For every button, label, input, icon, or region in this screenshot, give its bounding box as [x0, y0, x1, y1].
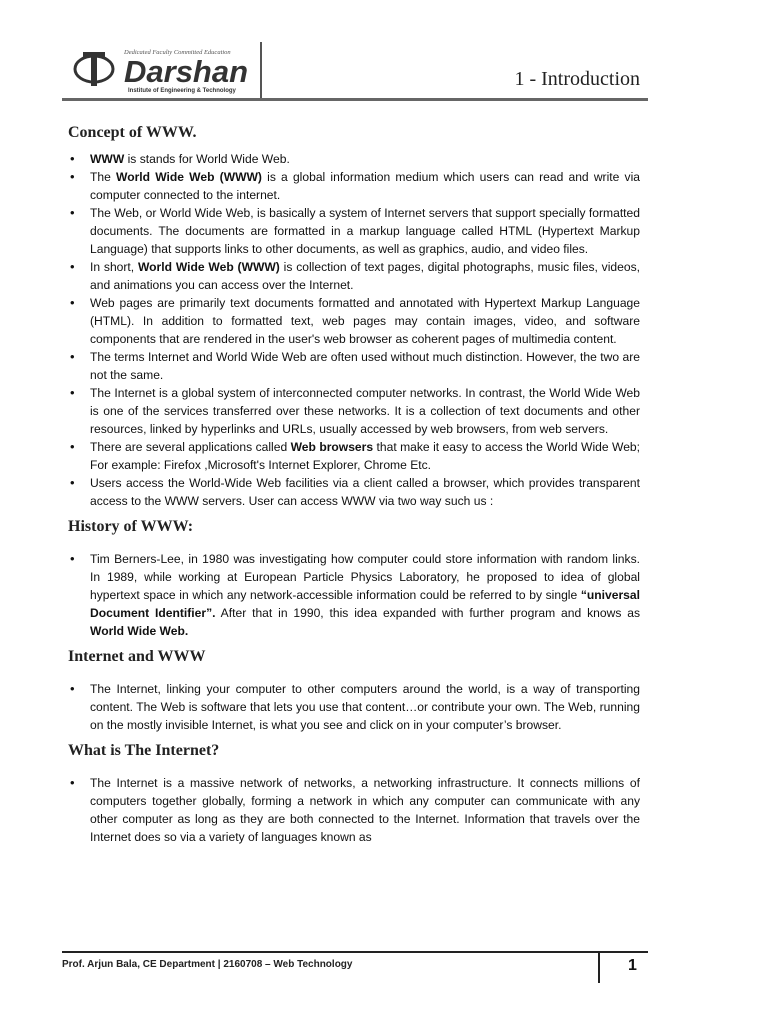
section-heading: Internet and WWW — [68, 648, 206, 665]
list-item-text: The terms Internet and World Wide Web are often used without much distinction. However, the two are not the same. — [90, 350, 640, 382]
footer-separator — [598, 953, 600, 983]
list-item — [68, 168, 640, 204]
list-item — [68, 348, 640, 384]
list-item-text: is a global information medium which users can read and write via computer connected to the internet. — [90, 170, 640, 202]
list-item — [68, 474, 640, 510]
list-item-text: is stands for World Wide Web. — [124, 152, 290, 166]
page-header — [62, 42, 648, 100]
list-item — [68, 550, 640, 640]
section-heading: Concept of WWW. — [68, 124, 197, 141]
list-item — [68, 680, 640, 734]
footer-rule — [62, 951, 648, 953]
list-item — [68, 774, 640, 846]
bold-term: “universal Document Identifier”. — [90, 588, 640, 620]
list-item-text: Web pages are primarily text documents formatted and annotated with Hypertext Markup Language (HTML). In addition to formatted text, web pages may contain images, video, and software components that are rendered in the user's web browser as coherent pages of multimedia content. — [90, 296, 640, 346]
list-item-text: The — [90, 170, 117, 184]
page-number: 1 — [628, 957, 637, 974]
logo-wordmark: Darshan — [124, 54, 249, 89]
list-item-text: There are several applications called — [90, 440, 291, 454]
list-item-text: that make it easy to access the World Wide Web; For example: Firefox ,Microsoft's Internet Explorer, Chrome Etc. — [90, 440, 641, 472]
bold-term: WWW — [90, 152, 125, 166]
bold-term: World Wide Web. — [90, 624, 189, 638]
list-item — [68, 438, 640, 474]
list-item-text: is collection of text pages, digital photographs, music files, videos, and animations you can access over the Internet. — [90, 260, 640, 292]
logo-tagline: Dedicated Faculty Committed Education — [124, 49, 231, 56]
bullet-list — [68, 680, 640, 734]
list-item — [68, 204, 640, 258]
list-item-text: The Internet is a massive network of networks, a networking infrastructure. It connects millions of computers together globally, forming a network in which any computer can communicate with any other computer as long as they are both connected to the Internet. Information that travels over the Internet does so via a variety of languages known as — [90, 776, 640, 844]
page-footer — [62, 951, 648, 991]
list-item-text: In short, — [90, 260, 138, 274]
bold-term: Web browsers — [290, 440, 374, 454]
document-body — [68, 124, 640, 854]
logo-subtitle: Institute of Engineering & Technology — [128, 88, 236, 94]
darshan-logo — [68, 42, 266, 98]
footer-author-course: Prof. Arjun Bala, CE Department | 2160708 – Web Technology — [62, 959, 353, 970]
list-item-text: Users access the World-Wide Web facilities via a client called a browser, which provides transparent access to the WWW servers. User can access WWW via two way such us : — [90, 476, 640, 508]
bullet-list — [68, 774, 640, 846]
section-heading: History of WWW: — [68, 518, 194, 535]
header-separator — [260, 42, 262, 98]
list-item-text: The Internet is a global system of interconnected computer networks. In contrast, the World Wide Web is one of the services transferred over these networks. It is a collection of text documents and other resources, linked by hyperlinks and URLs, usually accessed by web browsers, from web servers. — [90, 386, 640, 436]
list-item — [68, 384, 640, 438]
list-item — [68, 294, 640, 348]
bullet-list — [68, 550, 640, 640]
bold-term: World Wide Web (WWW) — [137, 260, 280, 274]
header-rule — [62, 98, 648, 101]
section-heading: What is The Internet? — [68, 742, 220, 759]
bold-term: World Wide Web (WWW) — [116, 170, 262, 184]
list-item-text: Tim Berners-Lee, in 1980 was investigating how computer could store information with random links. In 1989, while working at European Particle Physics Laboratory, he proposed to idea of global hypertext space in which any network-accessible information could be referred to by single — [90, 552, 640, 602]
chapter-title: 1 - Introduction — [514, 68, 640, 90]
list-item-text: The Internet, linking your computer to other computers around the world, is a way of transporting content. The Web is software that lets you use that content…or contribute your own. The Web, running on the mostly invisible Internet, is what you see and click on in your computer’s browser. — [90, 682, 640, 732]
list-item-text: The Web, or World Wide Web, is basically a system of Internet servers that support specially formatted documents. The documents are formatted in a markup language called HTML (Hypertext Markup Language) that supports links to other documents, as well as graphics, audio, and video files. — [90, 206, 640, 256]
list-item-text: After that in 1990, this idea expanded with further program and knows as — [215, 606, 641, 620]
list-item — [68, 150, 640, 168]
list-item — [68, 258, 640, 294]
bullet-list — [68, 150, 640, 510]
